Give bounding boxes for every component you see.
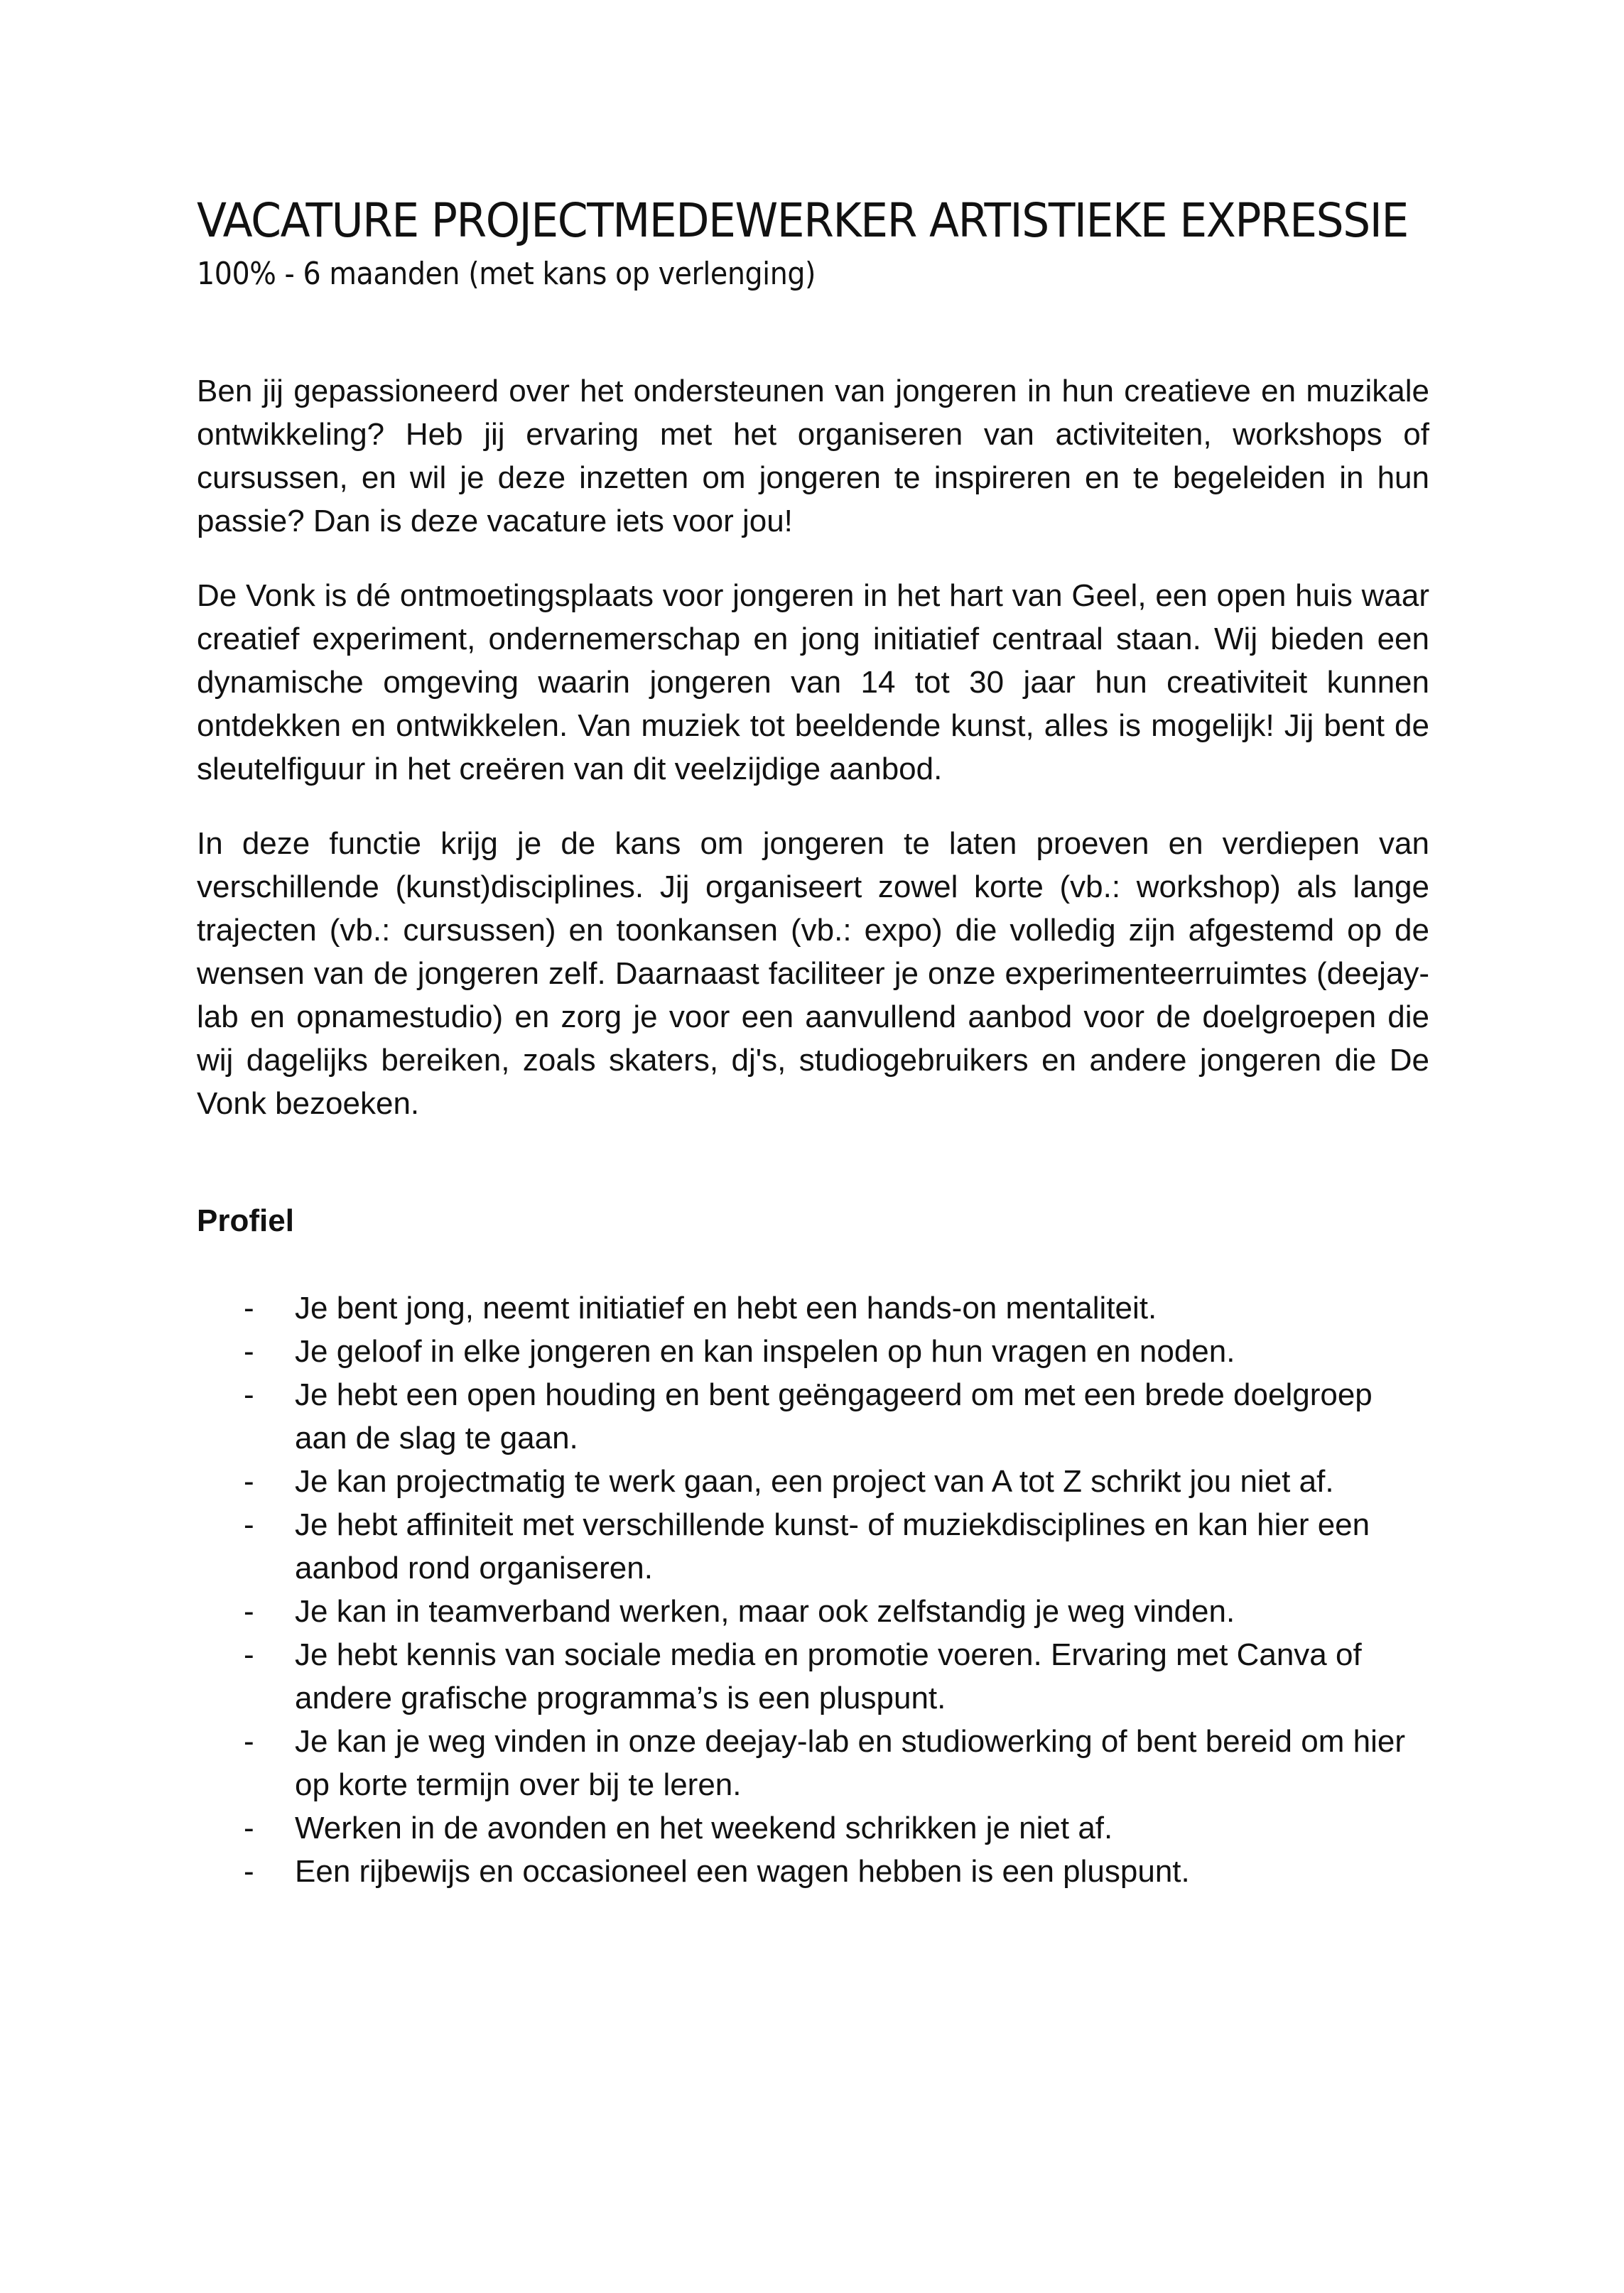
- function-paragraph: In deze functie krijg je de kans om jongeren te laten proeven en verdiepen van verschillende (kunst)disciplines. Jij organiseert zowel korte (vb.: workshop) als lange trajecten (vb.: cursussen) en toonkansen (vb.: expo) die volledig zijn afgestemd op de wensen van de jongeren zelf. Daarnaast faciliteer je onze experimenteerruimtes (deejay-lab en opnamestudio) en zorg je voor een aanvullend aanbod voor de doelgroepen die wij dagelijks bereiken, zoals skaters, dj's, studiogebruikers en andere jongeren die De Vonk bezoeken.: [197, 826, 1429, 1121]
- list-item-text: Je hebt affiniteit met verschillende kunst- of muziekdisciplines en kan hier een aanbod rond organiseren.: [295, 1507, 1370, 1585]
- bullet-dash-icon: -: [244, 1594, 254, 1629]
- list-item: [197, 1720, 1429, 1806]
- intro-paragraph: Ben jij gepassioneerd over het ondersteunen van jongeren in hun creatieve en muzikale ontwikkeling? Heb jij ervaring met het organiseren van activiteiten, workshops of cursussen, en wil je deze inzetten om jongeren te inspireren en te begeleiden in hun passie? Dan is deze vacature iets voor jou!: [197, 374, 1429, 538]
- list-item-text: Je kan in teamverband werken, maar ook zelfstandig je weg vinden.: [295, 1594, 1235, 1629]
- list-item: [197, 1850, 1429, 1893]
- list-item-text: Je hebt een open houding en bent geëngageerd om met een brede doelgroep aan de slag te gaan.: [295, 1377, 1373, 1456]
- bullet-dash-icon: -: [244, 1464, 254, 1499]
- bullet-dash-icon: -: [244, 1637, 254, 1672]
- list-item: [197, 1590, 1429, 1633]
- list-item: [197, 1806, 1429, 1850]
- bullet-dash-icon: -: [244, 1854, 254, 1889]
- profile-list: [197, 1286, 1429, 1893]
- document-page: [197, 192, 1429, 1893]
- bullet-dash-icon: -: [244, 1377, 254, 1412]
- profile-heading: Profiel: [197, 1203, 294, 1238]
- list-item-text: Je bent jong, neemt initiatief en hebt een hands-on mentaliteit.: [295, 1291, 1157, 1326]
- list-item-text: Je kan je weg vinden in onze deejay-lab en studiowerking of bent bereid om hier op korte termijn over bij te leren.: [295, 1724, 1405, 1802]
- about-paragraph: De Vonk is dé ontmoetingsplaats voor jongeren in het hart van Geel, een open huis waar creatief experiment, ondernemerschap en jong initiatief centraal staan. Wij bieden een dynamische omgeving waarin jongeren van 14 tot 30 jaar hun creativiteit kunnen ontdekken en ontwikkelen. Van muziek tot beeldende kunst, alles is mogelijk! Jij bent de sleutelfiguur in het creëren van dit veelzijdige aanbod.: [197, 578, 1429, 786]
- list-item-text: Je hebt kennis van sociale media en promotie voeren. Ervaring met Canva of andere grafische programma’s is een pluspunt.: [295, 1637, 1362, 1715]
- bullet-dash-icon: -: [244, 1291, 254, 1326]
- list-item-text: Werken in de avonden en het weekend schrikken je niet af.: [295, 1811, 1113, 1845]
- list-item: [197, 1503, 1429, 1590]
- list-item: [197, 1460, 1429, 1503]
- page-title: VACATURE PROJECTMEDEWERKER ARTISTIEKE EXPRESSIE: [197, 193, 1408, 248]
- list-item: [197, 1286, 1429, 1330]
- list-item: [197, 1373, 1429, 1460]
- bullet-dash-icon: -: [244, 1334, 254, 1369]
- list-item-text: Je kan projectmatig te werk gaan, een project van A tot Z schrikt jou niet af.: [295, 1464, 1334, 1499]
- page-subtitle: 100% - 6 maanden (met kans op verlenging): [197, 256, 816, 292]
- list-item: [197, 1633, 1429, 1720]
- list-item-text: Een rijbewijs en occasioneel een wagen hebben is een pluspunt.: [295, 1854, 1190, 1889]
- list-item-text: Je geloof in elke jongeren en kan inspelen op hun vragen en noden.: [295, 1334, 1235, 1369]
- bullet-dash-icon: -: [244, 1811, 254, 1845]
- bullet-dash-icon: -: [244, 1507, 254, 1542]
- list-item: [197, 1330, 1429, 1373]
- bullet-dash-icon: -: [244, 1724, 254, 1759]
